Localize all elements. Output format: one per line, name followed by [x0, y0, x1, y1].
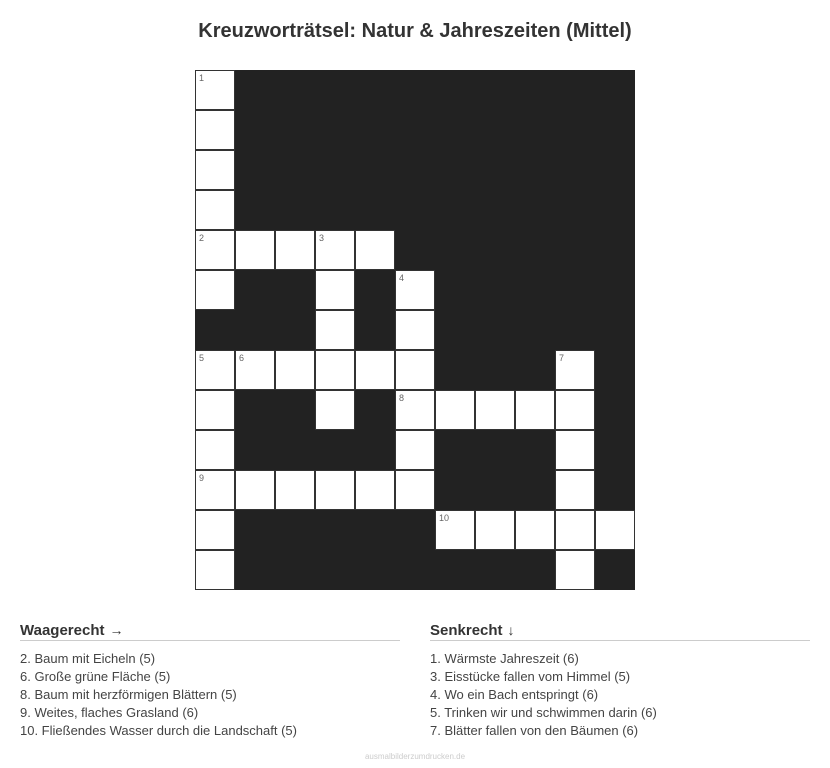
block-cell: [555, 230, 595, 270]
block-cell: [475, 190, 515, 230]
letter-cell[interactable]: [195, 430, 235, 470]
block-cell: [515, 230, 555, 270]
block-cell: [515, 470, 555, 510]
letter-cell[interactable]: [235, 350, 275, 390]
block-cell: [315, 150, 355, 190]
block-cell: [435, 470, 475, 510]
block-cell: [395, 70, 435, 110]
block-cell: [475, 110, 515, 150]
letter-cell[interactable]: [515, 390, 555, 430]
block-cell: [595, 110, 635, 150]
clue-number: 1: [199, 73, 205, 83]
block-cell: [355, 270, 395, 310]
block-cell: [235, 110, 275, 150]
letter-cell[interactable]: [195, 550, 235, 590]
block-cell: [235, 310, 275, 350]
clue-number: 8: [399, 393, 405, 403]
block-cell: [355, 510, 395, 550]
block-cell: [235, 190, 275, 230]
clue-item: 3. Eisstücke fallen vom Himmel (5): [430, 669, 631, 684]
letter-cell[interactable]: [555, 510, 595, 550]
block-cell: [355, 550, 395, 590]
block-cell: [515, 270, 555, 310]
block-cell: [595, 550, 635, 590]
block-cell: [595, 230, 635, 270]
block-cell: [515, 150, 555, 190]
block-cell: [475, 70, 515, 110]
letter-cell[interactable]: [235, 470, 275, 510]
block-cell: [595, 470, 635, 510]
block-cell: [355, 310, 395, 350]
block-cell: [235, 550, 275, 590]
letter-cell[interactable]: [435, 510, 475, 550]
block-cell: [235, 270, 275, 310]
letter-cell[interactable]: [395, 390, 435, 430]
block-cell: [475, 470, 515, 510]
clue-number: 9: [199, 473, 205, 483]
block-cell: [275, 110, 315, 150]
clue-number: 3: [319, 233, 325, 243]
block-cell: [315, 110, 355, 150]
block-cell: [355, 150, 395, 190]
letter-cell[interactable]: [275, 230, 315, 270]
puzzle-title: Kreuzworträtsel: Natur & Jahreszeiten (Mittel): [198, 20, 632, 42]
block-cell: [275, 430, 315, 470]
block-cell: [275, 390, 315, 430]
letter-cell[interactable]: [555, 430, 595, 470]
letter-cell[interactable]: [315, 470, 355, 510]
block-cell: [275, 550, 315, 590]
letter-cell[interactable]: [475, 510, 515, 550]
block-cell: [555, 110, 595, 150]
block-cell: [595, 310, 635, 350]
down-clue-list: [430, 650, 810, 740]
clue-number: 6: [239, 353, 245, 363]
clue-number: 2: [199, 233, 205, 243]
block-cell: [555, 270, 595, 310]
clue-item: 10. Fließendes Wasser durch die Landschaft (5): [20, 723, 297, 738]
footer-credit: ausmalbilderzumdrucken.de: [364, 752, 466, 761]
block-cell: [355, 110, 395, 150]
block-cell: [315, 70, 355, 110]
block-cell: [275, 150, 315, 190]
block-cell: [595, 390, 635, 430]
block-cell: [275, 310, 315, 350]
block-cell: [595, 350, 635, 390]
block-cell: [275, 510, 315, 550]
block-cell: [315, 430, 355, 470]
letter-cell[interactable]: [195, 70, 235, 110]
block-cell: [435, 550, 475, 590]
block-cell: [435, 350, 475, 390]
crossword-grid: [195, 70, 635, 590]
letter-cell[interactable]: [555, 390, 595, 430]
block-cell: [435, 230, 475, 270]
down-heading: [430, 622, 810, 641]
block-cell: [315, 510, 355, 550]
block-cell: [435, 110, 475, 150]
block-cell: [475, 310, 515, 350]
block-cell: [315, 550, 355, 590]
letter-cell[interactable]: [315, 350, 355, 390]
block-cell: [315, 190, 355, 230]
down-arrow-icon: ↓: [507, 622, 515, 638]
block-cell: [355, 70, 395, 110]
across-heading-label: Waagerecht: [20, 622, 105, 639]
letter-cell[interactable]: [195, 470, 235, 510]
block-cell: [275, 70, 315, 110]
clue-item: 6. Große grüne Fläche (5): [20, 669, 171, 684]
letter-cell[interactable]: [195, 230, 235, 270]
block-cell: [395, 230, 435, 270]
clue-item: 7. Blätter fallen von den Bäumen (6): [430, 723, 639, 738]
clue-item: 8. Baum mit herzförmigen Blättern (5): [20, 687, 237, 702]
letter-cell[interactable]: [315, 270, 355, 310]
block-cell: [395, 110, 435, 150]
clue-number: 10: [439, 513, 450, 523]
block-cell: [555, 150, 595, 190]
letter-cell[interactable]: [395, 470, 435, 510]
letter-cell[interactable]: [355, 350, 395, 390]
block-cell: [595, 190, 635, 230]
block-cell: [275, 270, 315, 310]
block-cell: [435, 310, 475, 350]
block-cell: [395, 510, 435, 550]
block-cell: [475, 270, 515, 310]
letter-cell[interactable]: [195, 150, 235, 190]
letter-cell[interactable]: [195, 510, 235, 550]
block-cell: [555, 70, 595, 110]
block-cell: [475, 150, 515, 190]
block-cell: [235, 150, 275, 190]
clue-item: 2. Baum mit Eicheln (5): [20, 651, 156, 666]
letter-cell[interactable]: [355, 230, 395, 270]
block-cell: [515, 550, 555, 590]
block-cell: [515, 350, 555, 390]
block-cell: [515, 190, 555, 230]
block-cell: [475, 230, 515, 270]
clue-item: 5. Trinken wir und schwimmen darin (6): [430, 705, 657, 720]
block-cell: [435, 270, 475, 310]
letter-cell[interactable]: [275, 470, 315, 510]
block-cell: [235, 510, 275, 550]
letter-cell[interactable]: [195, 110, 235, 150]
block-cell: [515, 110, 555, 150]
block-cell: [515, 310, 555, 350]
block-cell: [235, 390, 275, 430]
letter-cell[interactable]: [555, 470, 595, 510]
letter-cell[interactable]: [315, 310, 355, 350]
letter-cell[interactable]: [515, 510, 555, 550]
block-cell: [555, 310, 595, 350]
clue-number: 7: [559, 353, 565, 363]
block-cell: [435, 190, 475, 230]
letter-cell[interactable]: [395, 270, 435, 310]
block-cell: [435, 70, 475, 110]
letter-cell[interactable]: [355, 470, 395, 510]
block-cell: [355, 190, 395, 230]
letter-cell[interactable]: [195, 190, 235, 230]
block-cell: [235, 70, 275, 110]
letter-cell[interactable]: [195, 350, 235, 390]
across-clue-list: [20, 650, 400, 740]
block-cell: [515, 430, 555, 470]
down-clues: [430, 622, 810, 740]
block-cell: [595, 430, 635, 470]
letter-cell[interactable]: [235, 230, 275, 270]
clue-number: 4: [399, 273, 405, 283]
block-cell: [475, 430, 515, 470]
letter-cell[interactable]: [435, 390, 475, 430]
letter-cell[interactable]: [395, 310, 435, 350]
block-cell: [515, 70, 555, 110]
letter-cell[interactable]: [315, 390, 355, 430]
across-clues: [20, 622, 400, 740]
block-cell: [395, 190, 435, 230]
letter-cell[interactable]: [195, 390, 235, 430]
clue-item: 1. Wärmste Jahreszeit (6): [430, 651, 579, 666]
block-cell: [395, 550, 435, 590]
clue-item: 9. Weites, flaches Grasland (6): [20, 705, 199, 720]
block-cell: [595, 150, 635, 190]
letter-cell[interactable]: [555, 550, 595, 590]
block-cell: [355, 390, 395, 430]
down-heading-label: Senkrecht: [430, 622, 503, 639]
letter-cell[interactable]: [195, 270, 235, 310]
block-cell: [595, 270, 635, 310]
block-cell: [475, 550, 515, 590]
letter-cell[interactable]: [315, 230, 355, 270]
letter-cell[interactable]: [395, 430, 435, 470]
letter-cell[interactable]: [595, 510, 635, 550]
block-cell: [355, 430, 395, 470]
across-heading: [20, 622, 400, 641]
block-cell: [235, 430, 275, 470]
letter-cell[interactable]: [555, 350, 595, 390]
right-arrow-icon: →: [109, 622, 124, 638]
block-cell: [195, 310, 235, 350]
block-cell: [395, 150, 435, 190]
clue-number: 5: [199, 353, 205, 363]
letter-cell[interactable]: [475, 390, 515, 430]
block-cell: [475, 350, 515, 390]
letter-cell[interactable]: [395, 350, 435, 390]
block-cell: [595, 70, 635, 110]
block-cell: [435, 150, 475, 190]
block-cell: [555, 190, 595, 230]
block-cell: [435, 430, 475, 470]
block-cell: [275, 190, 315, 230]
letter-cell[interactable]: [275, 350, 315, 390]
clue-item: 4. Wo ein Bach entspringt (6): [430, 687, 599, 702]
